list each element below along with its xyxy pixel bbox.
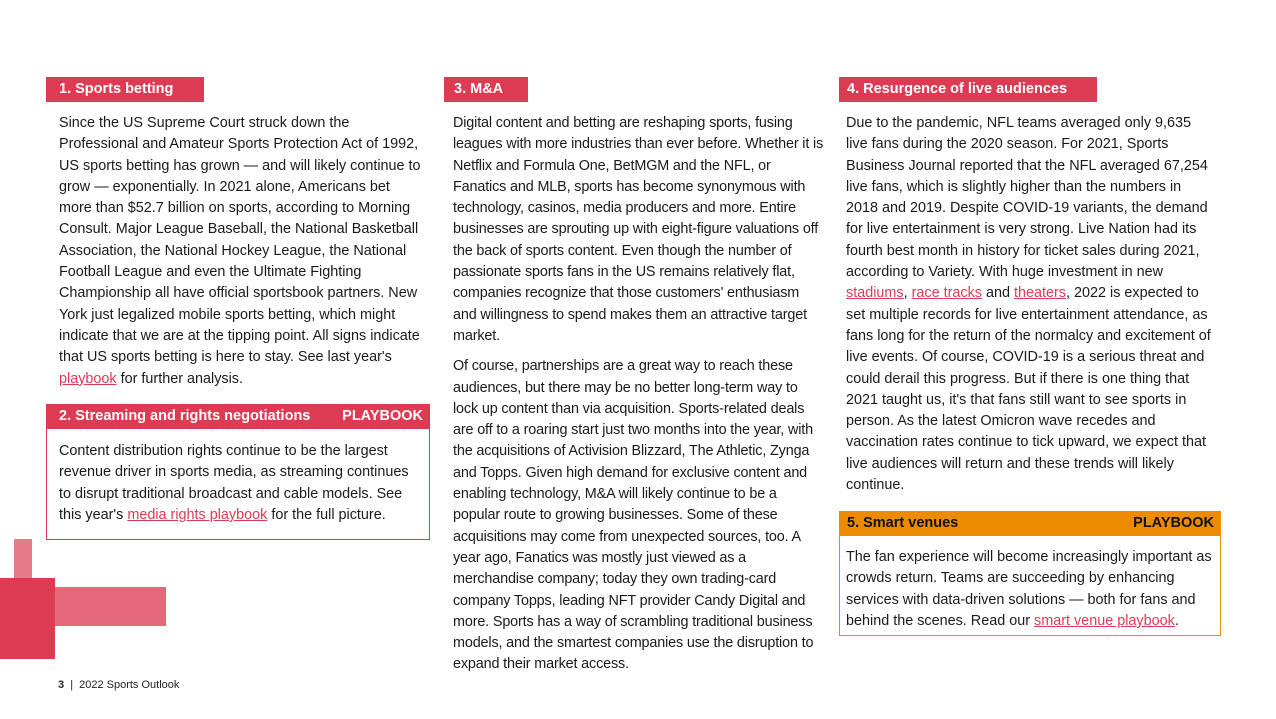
section-2-body — [59, 441, 423, 526]
section-5-text: The fan experience will become increasingly important as crowds return. Teams are succeeding by enhancing services with data-driven solutions — both for fans and behind the scenes. Read our — [846, 549, 1212, 629]
section-4-title: 4. Resurgence of live audiences — [847, 81, 1068, 97]
decorative-block-small — [14, 539, 32, 579]
section-1-header — [46, 77, 204, 102]
section-2-text: Content distribution rights continue to be the largest revenue driver in sports media, as streaming continues to disrupt traditional broadcast and cable models. See this year's — [59, 443, 409, 523]
section-3-header — [444, 77, 528, 102]
decorative-block-main — [0, 578, 55, 659]
theaters-link[interactable]: theaters — [1013, 285, 1066, 302]
section-3-paragraph-1: Digital content and betting are reshaping sports, fusing leagues with more industries than ever before. Whether it is Netflix and Formula One, BetMGM and the NFL, or Fanatics and MLB, sports has become synonymous with technology, casinos, media producers and more. Entire businesses are sprouting up with eight-figure valuations off the back of sports content. Even though the number of passionate sports fans in the US remains relatively flat, companies recognize that those customers' enthusiasm and willingness to spend makes them an attractive target market. — [453, 115, 824, 344]
section-1-paragraph — [59, 113, 425, 390]
section-1-body — [59, 113, 425, 390]
page-number: 3 — [58, 679, 65, 691]
section-1-text: Since the US Supreme Court struck down the Professional and Amateur Sports Protection Act of 1992, US sports betting has grown — and will likely continue to grow — exponentially. In 2021 alone, Americans bet more than $52.7 billion on sports, according to Morning Consult. Major League Baseball, the National Basketball Association, the National Hockey League, the National Football League and even the Ultimate Fighting Championship all have official sportsbook partners. New York just legalized mobile sports betting, which might indicate that we are at the tipping point. All signs indicate that US sports betting is here to stay. See last year's — [59, 115, 421, 366]
section-5-title: 5. Smart venues — [847, 515, 959, 531]
section-4-text: Due to the pandemic, NFL teams averaged only 9,635 live fans during the 2020 season. For 2021, Sports Business Journal reported that the NFL averaged 67,254 live fans, which is slightly higher than the numbers in 2018 and 2019. Despite COVID-19 variants, the demand for live entertainment is very strong. Live Nation had its fourth best month in history for ticket sales during 2021, according to Variety. With huge investment in new — [846, 115, 1208, 281]
section-5-body — [846, 547, 1214, 632]
section-4-paragraph — [846, 113, 1214, 496]
media-rights-playbook-link[interactable]: media rights playbook — [127, 506, 268, 523]
footer-separator: | — [70, 679, 74, 691]
section-1-title: 1. Sports betting — [59, 81, 174, 97]
comma-separator: , — [903, 285, 908, 302]
and-word: and — [985, 285, 1010, 302]
section-2-header — [46, 404, 430, 429]
section-2-title: 2. Streaming and rights negotiations — [59, 408, 311, 424]
section-4-header — [839, 77, 1097, 102]
section-4-text-end: , 2022 is expected to set multiple records for live entertainment attendance, as fans long for the return of the normalcy and excitement of live events. Of course, COVID-19 is a serious threat and could derail this progress. But if there is one thing that 2021 taught us, it's that fans still want to see sports in person. As the latest Omicron wave recedes and vaccination rates continue to tick upward, we expect that live audiences will return and these trends will likely continue. — [846, 285, 1211, 494]
section-5-text-end: . — [1174, 612, 1179, 629]
section-3-body — [453, 113, 825, 676]
section-4-body — [846, 113, 1214, 496]
decorative-block-wide — [55, 587, 166, 626]
section-5-paragraph — [846, 547, 1214, 632]
section-3-paragraph-2: Of course, partnerships are a great way to reach these audiences, but there may be no better long-term way to lock up content than via acquisition. Sports-related deals are off to a roaring start just two months into the year, with the acquisitions of Activision Blizzard, The Athletic, Zynga and Topps. Given high demand for exclusive content and enabling technology, M&A will likely continue to be a popular route to growing businesses. Some of these acquisitions may come from unexpected sources, too. A year ago, Fanatics was mostly just viewed as a merchandise company; today they own trading-card company Topps, leading NFT provider Candy Digital and more. Sports has a way of scrambling traditional business models, and the smartest companies use the disruption to expand their market access. — [453, 358, 814, 673]
smart-venue-playbook-link[interactable]: smart venue playbook — [1034, 612, 1175, 629]
section-3-title: 3. M&A — [454, 81, 504, 97]
document-title: 2022 Sports Outlook — [79, 679, 180, 691]
section-2-playbook-badge[interactable]: PLAYBOOK — [342, 408, 423, 424]
section-2-paragraph — [59, 441, 423, 526]
section-5-playbook-badge[interactable]: PLAYBOOK — [1133, 515, 1214, 531]
section-2-text-end: for the full picture. — [271, 506, 386, 523]
page-footer — [58, 679, 179, 691]
stadiums-link[interactable]: stadiums — [846, 285, 904, 302]
section-1-text-end: for further analysis. — [120, 370, 243, 387]
playbook-link[interactable]: playbook — [59, 370, 117, 387]
section-5-header — [839, 511, 1221, 536]
race-tracks-link[interactable]: race tracks — [911, 285, 982, 302]
